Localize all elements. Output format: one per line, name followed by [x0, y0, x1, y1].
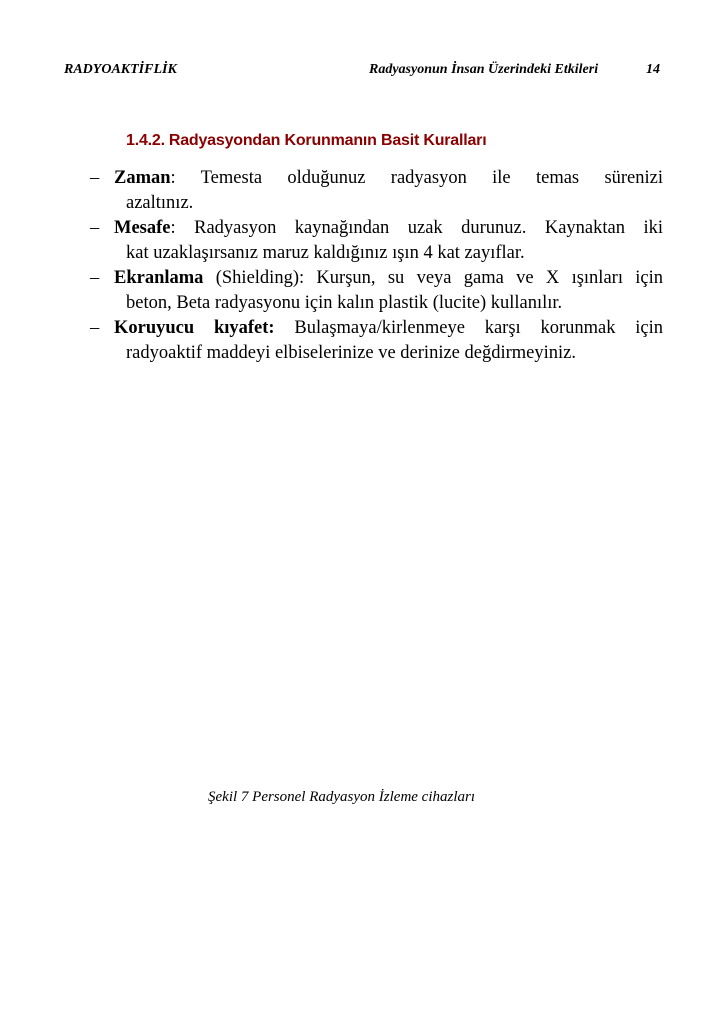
header-section-title: Radyasyonun İnsan Üzerindeki Etkileri: [369, 62, 599, 77]
bullet-dash: –: [90, 218, 100, 238]
list-item: [90, 166, 663, 216]
rule-term: Ekranlama: [114, 268, 204, 288]
section-title: Radyasyondan Korunmanın Basit Kuralları: [168, 132, 487, 149]
rule-first-line: [114, 266, 663, 291]
rule-text: (Shielding): Kurşun, su veya gama ve X ışınları için: [203, 268, 663, 288]
rule-first-line: [114, 316, 663, 341]
protection-rules-list: [90, 166, 663, 366]
bullet-dash: –: [90, 168, 100, 188]
rule-continuation: kat uzaklaşırsanız maruz kaldığınız ışın 4 kat zayıflar.: [126, 243, 525, 263]
bullet-dash: –: [90, 268, 100, 288]
rule-text: Bulaşmaya/kirlenmeye karşı korunmak için: [274, 318, 663, 338]
rule-text: : Temesta olduğunuz radyasyon ile temas sürenizi: [170, 168, 663, 188]
rule-first-line: [114, 166, 663, 191]
list-item: [90, 266, 663, 316]
figure-caption: Şekil 7 Personel Radyasyon İzleme cihazları: [208, 789, 476, 805]
rule-text: : Radyasyon kaynağından uzak durunuz. Kaynaktan iki: [170, 218, 663, 238]
list-item: [90, 316, 663, 366]
section-heading: [126, 132, 486, 150]
rule-continuation: radyoaktif maddeyi elbiselerinize ve derinize değdirmeyiniz.: [126, 343, 576, 363]
rule-term: Zaman: [114, 168, 171, 188]
rule-term: Koruyucu kıyafet:: [114, 318, 275, 338]
section-number: 1.4.2.: [126, 132, 165, 149]
rule-first-line: [114, 216, 663, 241]
header-chapter-title: RADYOAKTİFLİK: [64, 62, 177, 77]
page-number: 14: [646, 62, 660, 77]
bullet-dash: –: [90, 318, 100, 338]
rule-continuation: beton, Beta radyasyonu için kalın plastik (lucite) kullanılır.: [126, 293, 563, 313]
page-header: [64, 62, 660, 84]
rule-term: Mesafe: [114, 218, 171, 238]
list-item: [90, 216, 663, 266]
rule-continuation: azaltınız.: [126, 193, 194, 213]
